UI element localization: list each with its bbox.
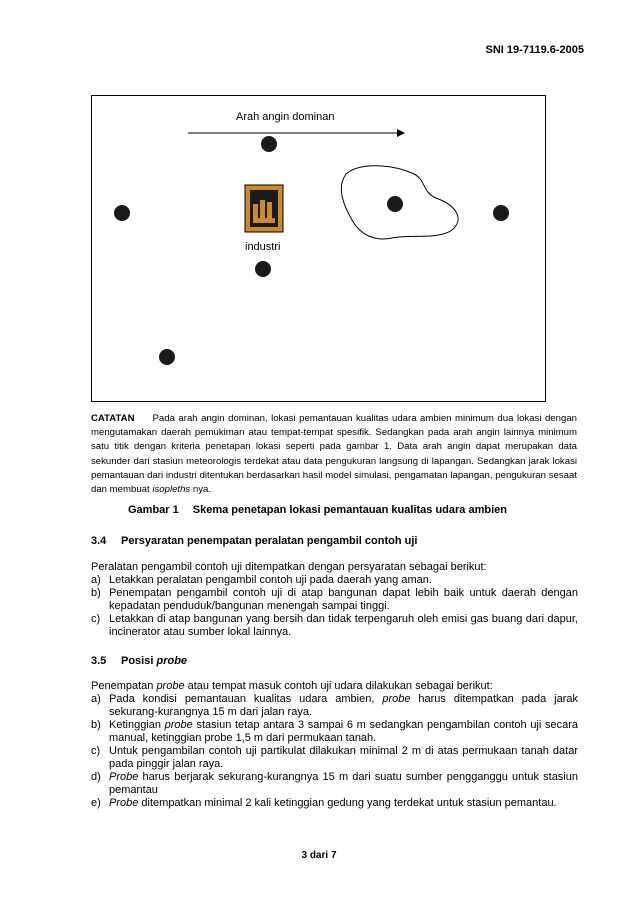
- section-title: Persyaratan penempatan peralatan pengambil contoh uji: [121, 535, 418, 547]
- list-item: [91, 587, 578, 613]
- list-marker: a): [91, 693, 101, 705]
- list-text-end: harus berjarak sekurang-kurangnya 15 m dari suatu sumber pengganggu untuk stasiun pemantau: [109, 771, 578, 796]
- note-label: CATATAN: [91, 413, 135, 424]
- list-italic: probe: [164, 719, 193, 731]
- section-title-italic: probe: [156, 655, 188, 667]
- figure-caption: [128, 504, 507, 516]
- list-item: [91, 613, 578, 639]
- list-italic: probe: [382, 693, 411, 705]
- list-text: Letakkan peralatan pengambil contoh uji pada daerah yang aman.: [109, 574, 432, 586]
- list-italic: Probe: [109, 771, 139, 783]
- list-text-end: stasiun tetap antara 3 sampai 6 m sedangkan pengambilan contoh uji secara manual, ketinggian probe 1,5 m dari permukaan tanah.: [109, 719, 578, 744]
- figure-frame: [91, 95, 546, 402]
- list-marker: d): [91, 771, 101, 783]
- wind-label: Arah angin dominan: [236, 111, 335, 123]
- list-text-end: ditempatkan minimal 2 kali ketinggian gedung yang terdekat untuk stasiun pemantau.: [138, 797, 557, 809]
- list-text: Ketinggian: [109, 719, 165, 731]
- list-item: [91, 797, 578, 810]
- industry-icon: [245, 185, 283, 232]
- section-heading-3-4: [91, 535, 417, 547]
- monitoring-point: [387, 196, 403, 212]
- intro-text: Penempatan: [91, 680, 157, 692]
- list-marker: a): [91, 574, 101, 586]
- section-heading-3-5: [91, 655, 187, 667]
- list-text: Pada kondisi pemantauan kualitas udara ambien,: [109, 693, 383, 705]
- section-3-4-list: [91, 574, 578, 639]
- list-marker: b): [91, 719, 101, 731]
- list-item: [91, 693, 578, 719]
- note-italic-term: isopleths: [152, 484, 191, 496]
- page-number: 3 dari 7: [301, 850, 337, 861]
- note-text-end: nya.: [190, 484, 212, 496]
- standard-code: SNI 19-7119.6-2005: [485, 44, 584, 56]
- list-item: [91, 719, 578, 745]
- note-text: Pada arah angin dominan, lokasi pemantauan kualitas udara ambien minimum dua lokasi dengan mengutamakan daerah pemukiman atau tempat-tempat spesifik. Sedangkan pada arah angin lainnya minimum satu titik dengan kriteria penetapan lokasi seperti pada gambar 1. Data arah angin dapat merupakan data sekunder dari stasiun meteorologis terdekat atau data pengukuran langsung di lapangan. Sedangkan jarak lokasi pemantauan dari industri ditentukan berdasarkan hasil model simulasi, pengamatan lapangan, pengukuran sesaat dan membuat: [91, 413, 577, 496]
- list-marker: e): [91, 797, 101, 809]
- caption-title: Skema penetapan lokasi pemantauan kualitas udara ambien: [192, 504, 507, 516]
- list-item: [91, 574, 578, 587]
- monitoring-point: [493, 205, 509, 221]
- section-3-5-list: [91, 693, 578, 810]
- section-number: 3.5: [91, 655, 107, 667]
- list-marker: c): [91, 745, 101, 757]
- list-text: Penempatan pengambil contoh uji di atap bangunan dapat lebih baik untuk daerah dengan kepadatan penduduk/bangunan menengah sampai tinggi.: [109, 587, 578, 612]
- intro-italic: probe: [156, 680, 185, 692]
- figure-note: [91, 412, 577, 497]
- list-item: [91, 771, 578, 797]
- industry-label: industri: [245, 241, 281, 253]
- list-text: Letakkan di atap bangunan yang bersih dan tidak terpengaruh oleh emisi gas buang dari dapur, incinerator atau sumber lokal lainnya.: [109, 613, 578, 638]
- figure-diagram: [92, 96, 547, 403]
- intro-text-end: atau tempat masuk contoh uji udara dilakukan sebagai berikut:: [184, 680, 493, 692]
- caption-number: Gambar 1: [128, 504, 179, 516]
- list-italic: Probe: [109, 797, 139, 809]
- monitoring-point: [261, 136, 277, 152]
- list-text-end: harus ditempatkan pada jarak sekurang-kurangnya 15 m dari jalan raya.: [109, 693, 578, 718]
- list-marker: c): [91, 613, 101, 625]
- monitoring-point: [255, 261, 271, 277]
- section-number: 3.4: [91, 535, 107, 547]
- section-3-5-intro: [91, 680, 578, 693]
- list-item: [91, 745, 578, 771]
- monitoring-point: [159, 349, 175, 365]
- monitoring-point: [114, 205, 130, 221]
- list-text: Untuk pengambilan contoh uji partikulat dilakukan minimal 2 m di atas permukaan tanah datar pada pinggir jalan raya.: [109, 745, 578, 770]
- list-marker: b): [91, 587, 101, 599]
- section-3-4-intro: Peralatan pengambil contoh uji ditempatkan dengan persyaratan sebagai berikut:: [91, 561, 487, 573]
- section-title: Posisi: [121, 655, 157, 667]
